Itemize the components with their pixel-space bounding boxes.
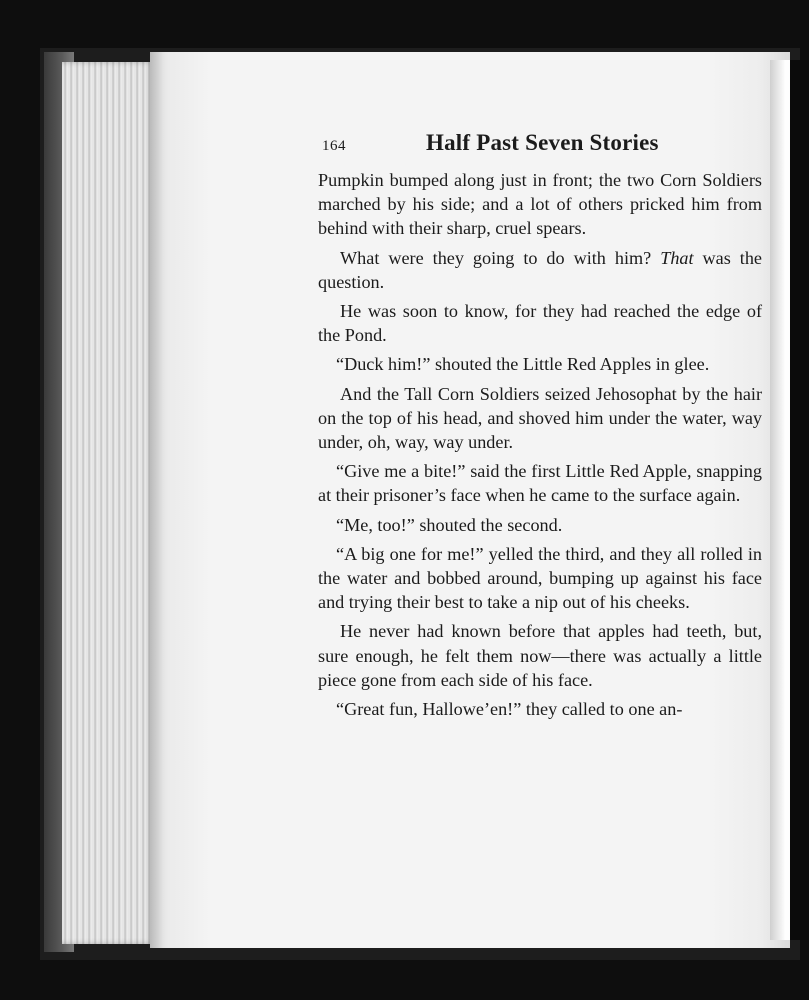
emphasis-word: That — [660, 247, 694, 268]
paragraph-2-text: What were they going to do with him? That was the question. — [318, 247, 762, 292]
running-title: Half Past Seven Stories — [426, 130, 659, 155]
background-strip — [790, 60, 809, 940]
page-number: 164 — [322, 138, 346, 154]
paragraph-3: He was soon to know, for they had reached the edge of the Pond. — [318, 301, 762, 346]
stacked-page-edges — [62, 62, 154, 944]
paragraph-5: And the Tall Corn Soldiers seized Jehosophat by the hair on the top of his head, and shoved him under the water, way under, oh, way, way under. — [318, 383, 762, 453]
paragraph-6: “Give me a bite!” said the first Little Red Apple, snapping at their prisoner’s face when he came to the surface again. — [318, 461, 762, 506]
paragraph-1: Pumpkin bumped along just in front; the two Corn Soldiers marched by his side; and a lot of others pricked him from behind with their sharp, cruel spears. — [318, 170, 762, 239]
page-gutter-shadow — [150, 52, 164, 948]
paragraph-8: “A big one for me!” yelled the third, and they all rolled in the water and bobbed around, bumping up against his face and trying their best to take a nip out of his cheeks. — [318, 543, 762, 613]
paragraph-9: He never had known before that apples had teeth, but, sure enough, he felt them now—there was actually a little piece gone from each side of his face. — [318, 621, 762, 690]
paragraph-4: “Duck him!” shouted the Little Red Apples in glee. — [336, 354, 710, 375]
page-content — [318, 128, 762, 721]
paragraph-7: “Me, too!” shouted the second. — [336, 514, 563, 535]
page-header — [318, 128, 762, 166]
paragraph-10: “Great fun, Hallowe’en!” they called to one an- — [336, 699, 683, 720]
body-text — [318, 168, 762, 721]
paragraph-2 — [318, 246, 762, 294]
